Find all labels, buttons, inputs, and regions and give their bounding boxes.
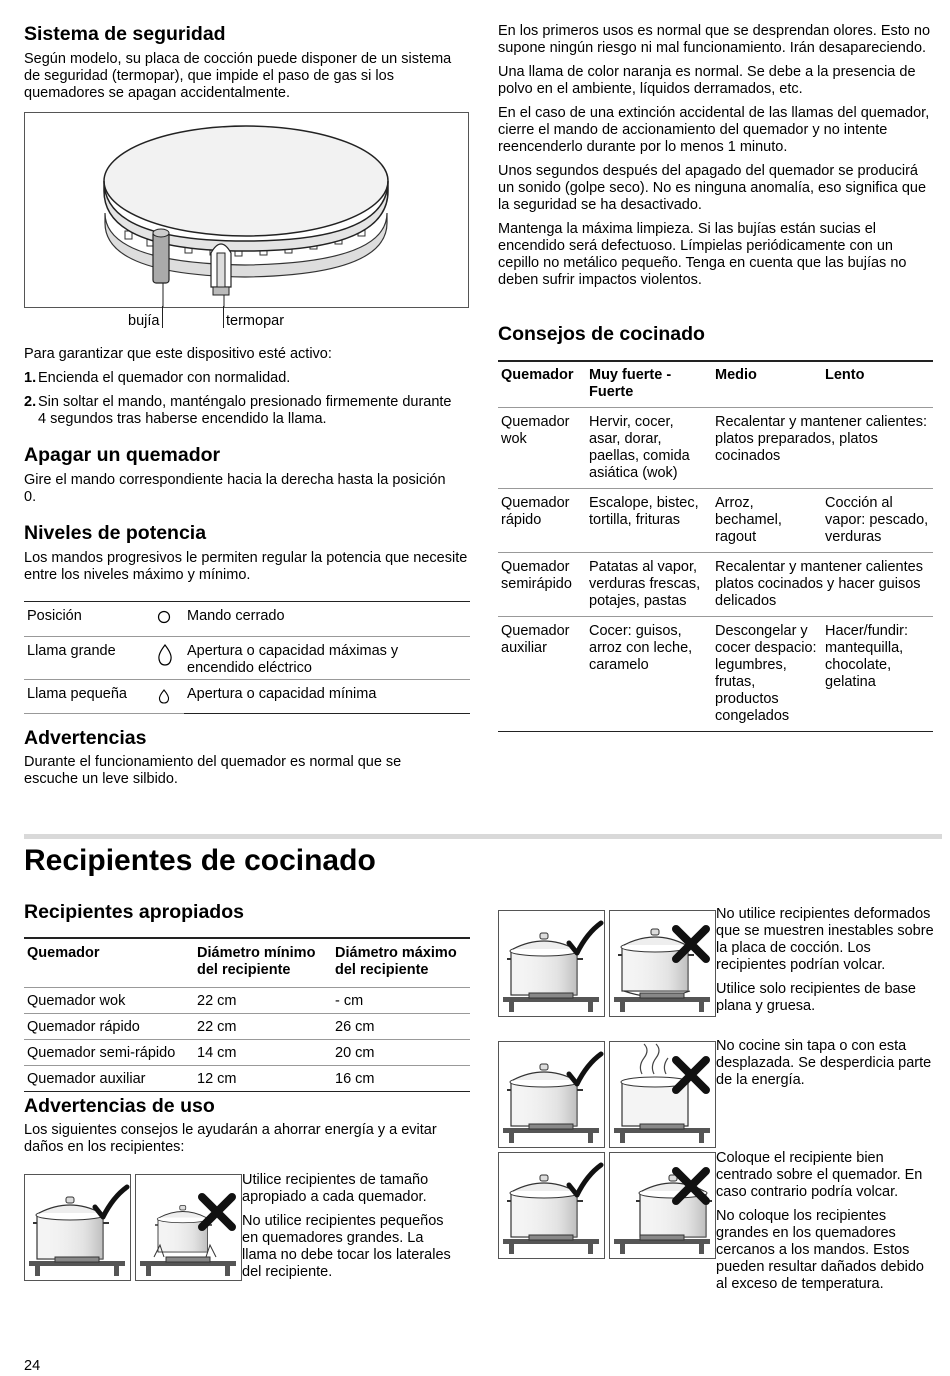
pot-lid-on-image bbox=[498, 1041, 605, 1148]
cell: Cocción al vapor: pescado, verduras bbox=[822, 489, 933, 553]
cell: 14 cm bbox=[194, 1040, 332, 1066]
col-header: Quemador bbox=[24, 938, 194, 988]
table-row bbox=[24, 1040, 470, 1066]
spark-pointer bbox=[162, 306, 163, 328]
levels-table bbox=[24, 601, 470, 714]
table-row bbox=[498, 489, 933, 553]
cell: Quemador wok bbox=[24, 988, 194, 1014]
col-header: Diámetro mínimo del recipiente bbox=[194, 938, 332, 988]
center-tips bbox=[716, 1150, 936, 1293]
right-paragraphs bbox=[498, 23, 938, 289]
pot-illustration bbox=[25, 1175, 130, 1280]
pot-off-center-image bbox=[609, 1152, 716, 1259]
table-header bbox=[24, 938, 470, 988]
pot-deformed-image bbox=[609, 910, 716, 1017]
pot-lid-off-image bbox=[609, 1041, 716, 1148]
cell: Quemador semirápido bbox=[498, 553, 586, 617]
cell: Hacer/fundir: mantequilla, chocolate, gelatina bbox=[822, 617, 933, 732]
containers-table bbox=[24, 937, 470, 1092]
level-desc: Apertura o capacidad mínima bbox=[187, 686, 377, 702]
col-header: Medio bbox=[712, 361, 822, 408]
small-flame-icon bbox=[154, 680, 184, 714]
use-text: Los siguientes consejos le ayudarán a ahorrar energía y a evitar daños en los recipientes: bbox=[24, 1122, 437, 1155]
section-divider bbox=[24, 834, 942, 839]
off-text: Gire el mando correspondiente hacia la derecha hasta la posición 0. bbox=[24, 472, 446, 505]
tip-knobs: No coloque los recipientes grandes en los quemadores cercanos a los mandos. Estos pueden resultar dañados debido al exceso de temperatura. bbox=[716, 1208, 924, 1292]
cell: Arroz, bechamel, ragout bbox=[712, 489, 822, 553]
tip-flat: Utilice solo recipientes de base plana y gruesa. bbox=[716, 981, 916, 1014]
col-header: Muy fuerte - Fuerte bbox=[586, 361, 712, 408]
cell: Cocer: guisos, arroz con leche, caramelo bbox=[586, 617, 712, 732]
cell: Recalentar y mantener calientes platos cocinados y hacer guisos delicados bbox=[712, 553, 933, 617]
guarantee-text: Para garantizar que este dispositivo esté activo: bbox=[24, 346, 332, 362]
pot-too-small-image bbox=[135, 1174, 242, 1281]
levels-text: Los mandos progresivos le permiten regular la potencia que necesite entre los niveles máximo y mínimo. bbox=[24, 550, 468, 583]
paragraph: Una llama de color naranja es normal. Se debe a la presencia de polvo en el ambiente, líquidos derramados, etc. bbox=[498, 64, 916, 97]
thermo-label: termopar bbox=[226, 313, 285, 329]
appropriate-title: Recipientes apropiados bbox=[24, 901, 244, 923]
cell: 26 cm bbox=[332, 1014, 470, 1040]
cell: Quemador semi-rápido bbox=[24, 1040, 194, 1066]
cell: Quemador rápido bbox=[24, 1014, 194, 1040]
cell: Hervir, cocer, asar, dorar, paellas, comida asiática (wok) bbox=[586, 408, 712, 489]
table-row bbox=[498, 553, 933, 617]
pot-centered-image bbox=[498, 1152, 605, 1259]
table-row bbox=[24, 1066, 470, 1092]
spark-label: bujía bbox=[128, 313, 160, 329]
cell: Recalentar y mantener calientes: platos preparados, platos cocinados bbox=[712, 408, 933, 489]
warnings-text: Durante el funcionamiento del quemador es normal que se escuche un leve silbido. bbox=[24, 754, 402, 787]
large-flame-icon bbox=[154, 637, 184, 680]
deformed-tips bbox=[716, 906, 936, 1015]
pot-flat-image bbox=[498, 910, 605, 1017]
page-number: 24 bbox=[24, 1358, 41, 1374]
pot-illustration bbox=[610, 911, 715, 1016]
tip-size-2: No utilice recipientes pequeños en quemadores grandes. La llama no debe tocar los laterales del recipiente. bbox=[242, 1213, 451, 1280]
level-desc: Mando cerrado bbox=[184, 602, 470, 637]
safety-title: Sistema de seguridad bbox=[24, 23, 226, 45]
paragraph: En los primeros usos es normal que se desprendan olores. Esto no supone ningún riesgo ni mal funcionamiento. Irán desapareciendo. bbox=[498, 23, 931, 56]
cell: Quemador rápido bbox=[498, 489, 586, 553]
warnings-title: Advertencias bbox=[24, 727, 147, 749]
use-title: Advertencias de uso bbox=[24, 1095, 215, 1117]
tip-center: Coloque el recipiente bien centrado sobre el quemador. En caso contrario podría volcar. bbox=[716, 1150, 923, 1200]
tip-deformed: No utilice recipientes deformados que se muestren inestables sobre la placa de cocción. Los recipientes podrían volcar. bbox=[716, 906, 934, 973]
containers-title: Recipientes de cocinado bbox=[24, 844, 376, 877]
cell: Quemador wok bbox=[498, 408, 586, 489]
cell: 22 cm bbox=[194, 988, 332, 1014]
cell: Descongelar y cocer despacio: legumbres, frutas, productos congelados bbox=[712, 617, 822, 732]
paragraph: Unos segundos después del apagado del quemador se producirá un sonido (golpe seco). No es ninguna anomalía, eso significa que la seguridad se ha desactivado. bbox=[498, 163, 927, 213]
cell: Escalope, bistec, tortilla, frituras bbox=[586, 489, 712, 553]
cell: Patatas al vapor, verduras frescas, potajes, pastas bbox=[586, 553, 712, 617]
pot-illustration bbox=[610, 1153, 715, 1258]
cell: Quemador auxiliar bbox=[24, 1066, 194, 1092]
step-2: 2. Sin soltar el mando, manténgalo presionado firmemente durante 4 segundos tras haberse encendido la llama. bbox=[24, 394, 452, 427]
table-header bbox=[498, 361, 933, 408]
pot-correct-size-image bbox=[24, 1174, 131, 1281]
level-desc: Apertura o capacidad máximas y encendido eléctrico bbox=[184, 637, 470, 680]
tip-lid: No cocine sin tapa o con esta desplazada. Se desperdicia parte de la energía. bbox=[716, 1038, 932, 1088]
table-row bbox=[24, 637, 470, 680]
burner-figure bbox=[24, 112, 469, 308]
steps-list bbox=[24, 370, 454, 428]
level-position: Llama grande bbox=[24, 637, 154, 680]
pot-illustration bbox=[499, 1042, 604, 1147]
table-row bbox=[498, 408, 933, 489]
table-row bbox=[24, 1014, 470, 1040]
step-1: 1. Encienda el quemador con normalidad. bbox=[24, 370, 291, 386]
cell: - cm bbox=[332, 988, 470, 1014]
cell: 20 cm bbox=[332, 1040, 470, 1066]
table-row bbox=[24, 602, 470, 637]
cell: Quemador auxiliar bbox=[498, 617, 586, 732]
cell: 22 cm bbox=[194, 1014, 332, 1040]
tips-title: Consejos de cocinado bbox=[498, 323, 705, 345]
pot-illustration bbox=[499, 1153, 604, 1258]
burner-illustration bbox=[25, 113, 468, 307]
tips-table bbox=[498, 360, 933, 732]
pot-illustration bbox=[610, 1042, 715, 1147]
lid-tips bbox=[716, 1038, 936, 1089]
cell: 16 cm bbox=[332, 1066, 470, 1092]
circle-icon bbox=[154, 602, 184, 637]
table-row bbox=[498, 617, 933, 732]
tip-size-1: Utilice recipientes de tamaño apropiado a cada quemador. bbox=[242, 1172, 429, 1205]
table-row bbox=[24, 988, 470, 1014]
col-header: Quemador bbox=[498, 361, 586, 408]
level-position: Llama pequeña bbox=[24, 680, 154, 714]
col-header: Lento bbox=[822, 361, 933, 408]
thermo-pointer bbox=[223, 306, 224, 328]
paragraph: En el caso de una extinción accidental de las llamas del quemador, cierre el mando de accionamiento del quemador y no intente reencenderlo durante por lo menos 1 minuto. bbox=[498, 105, 930, 155]
cell: 12 cm bbox=[194, 1066, 332, 1092]
col-header: Diámetro máximo del recipiente bbox=[332, 938, 470, 988]
pot-illustration bbox=[136, 1175, 241, 1280]
level-position: Posición bbox=[24, 602, 154, 637]
pot-illustration bbox=[499, 911, 604, 1016]
table-row bbox=[24, 680, 470, 714]
levels-title: Niveles de potencia bbox=[24, 522, 207, 544]
safety-intro: Según modelo, su placa de cocción puede disponer de un sistema de seguridad (termopar), que impide el paso de gas si los quemadores se apagan accidentalmente. bbox=[24, 51, 452, 101]
paragraph: Mantenga la máxima limpieza. Si las bujías están sucias el encendido será defectuoso. Límpielas periódicamente con un cepillo no metálico pequeño. Tenga en cuenta que las bujías no deben sufrir impactos violentos. bbox=[498, 221, 907, 288]
size-tips bbox=[242, 1172, 457, 1281]
off-title: Apagar un quemador bbox=[24, 444, 221, 466]
